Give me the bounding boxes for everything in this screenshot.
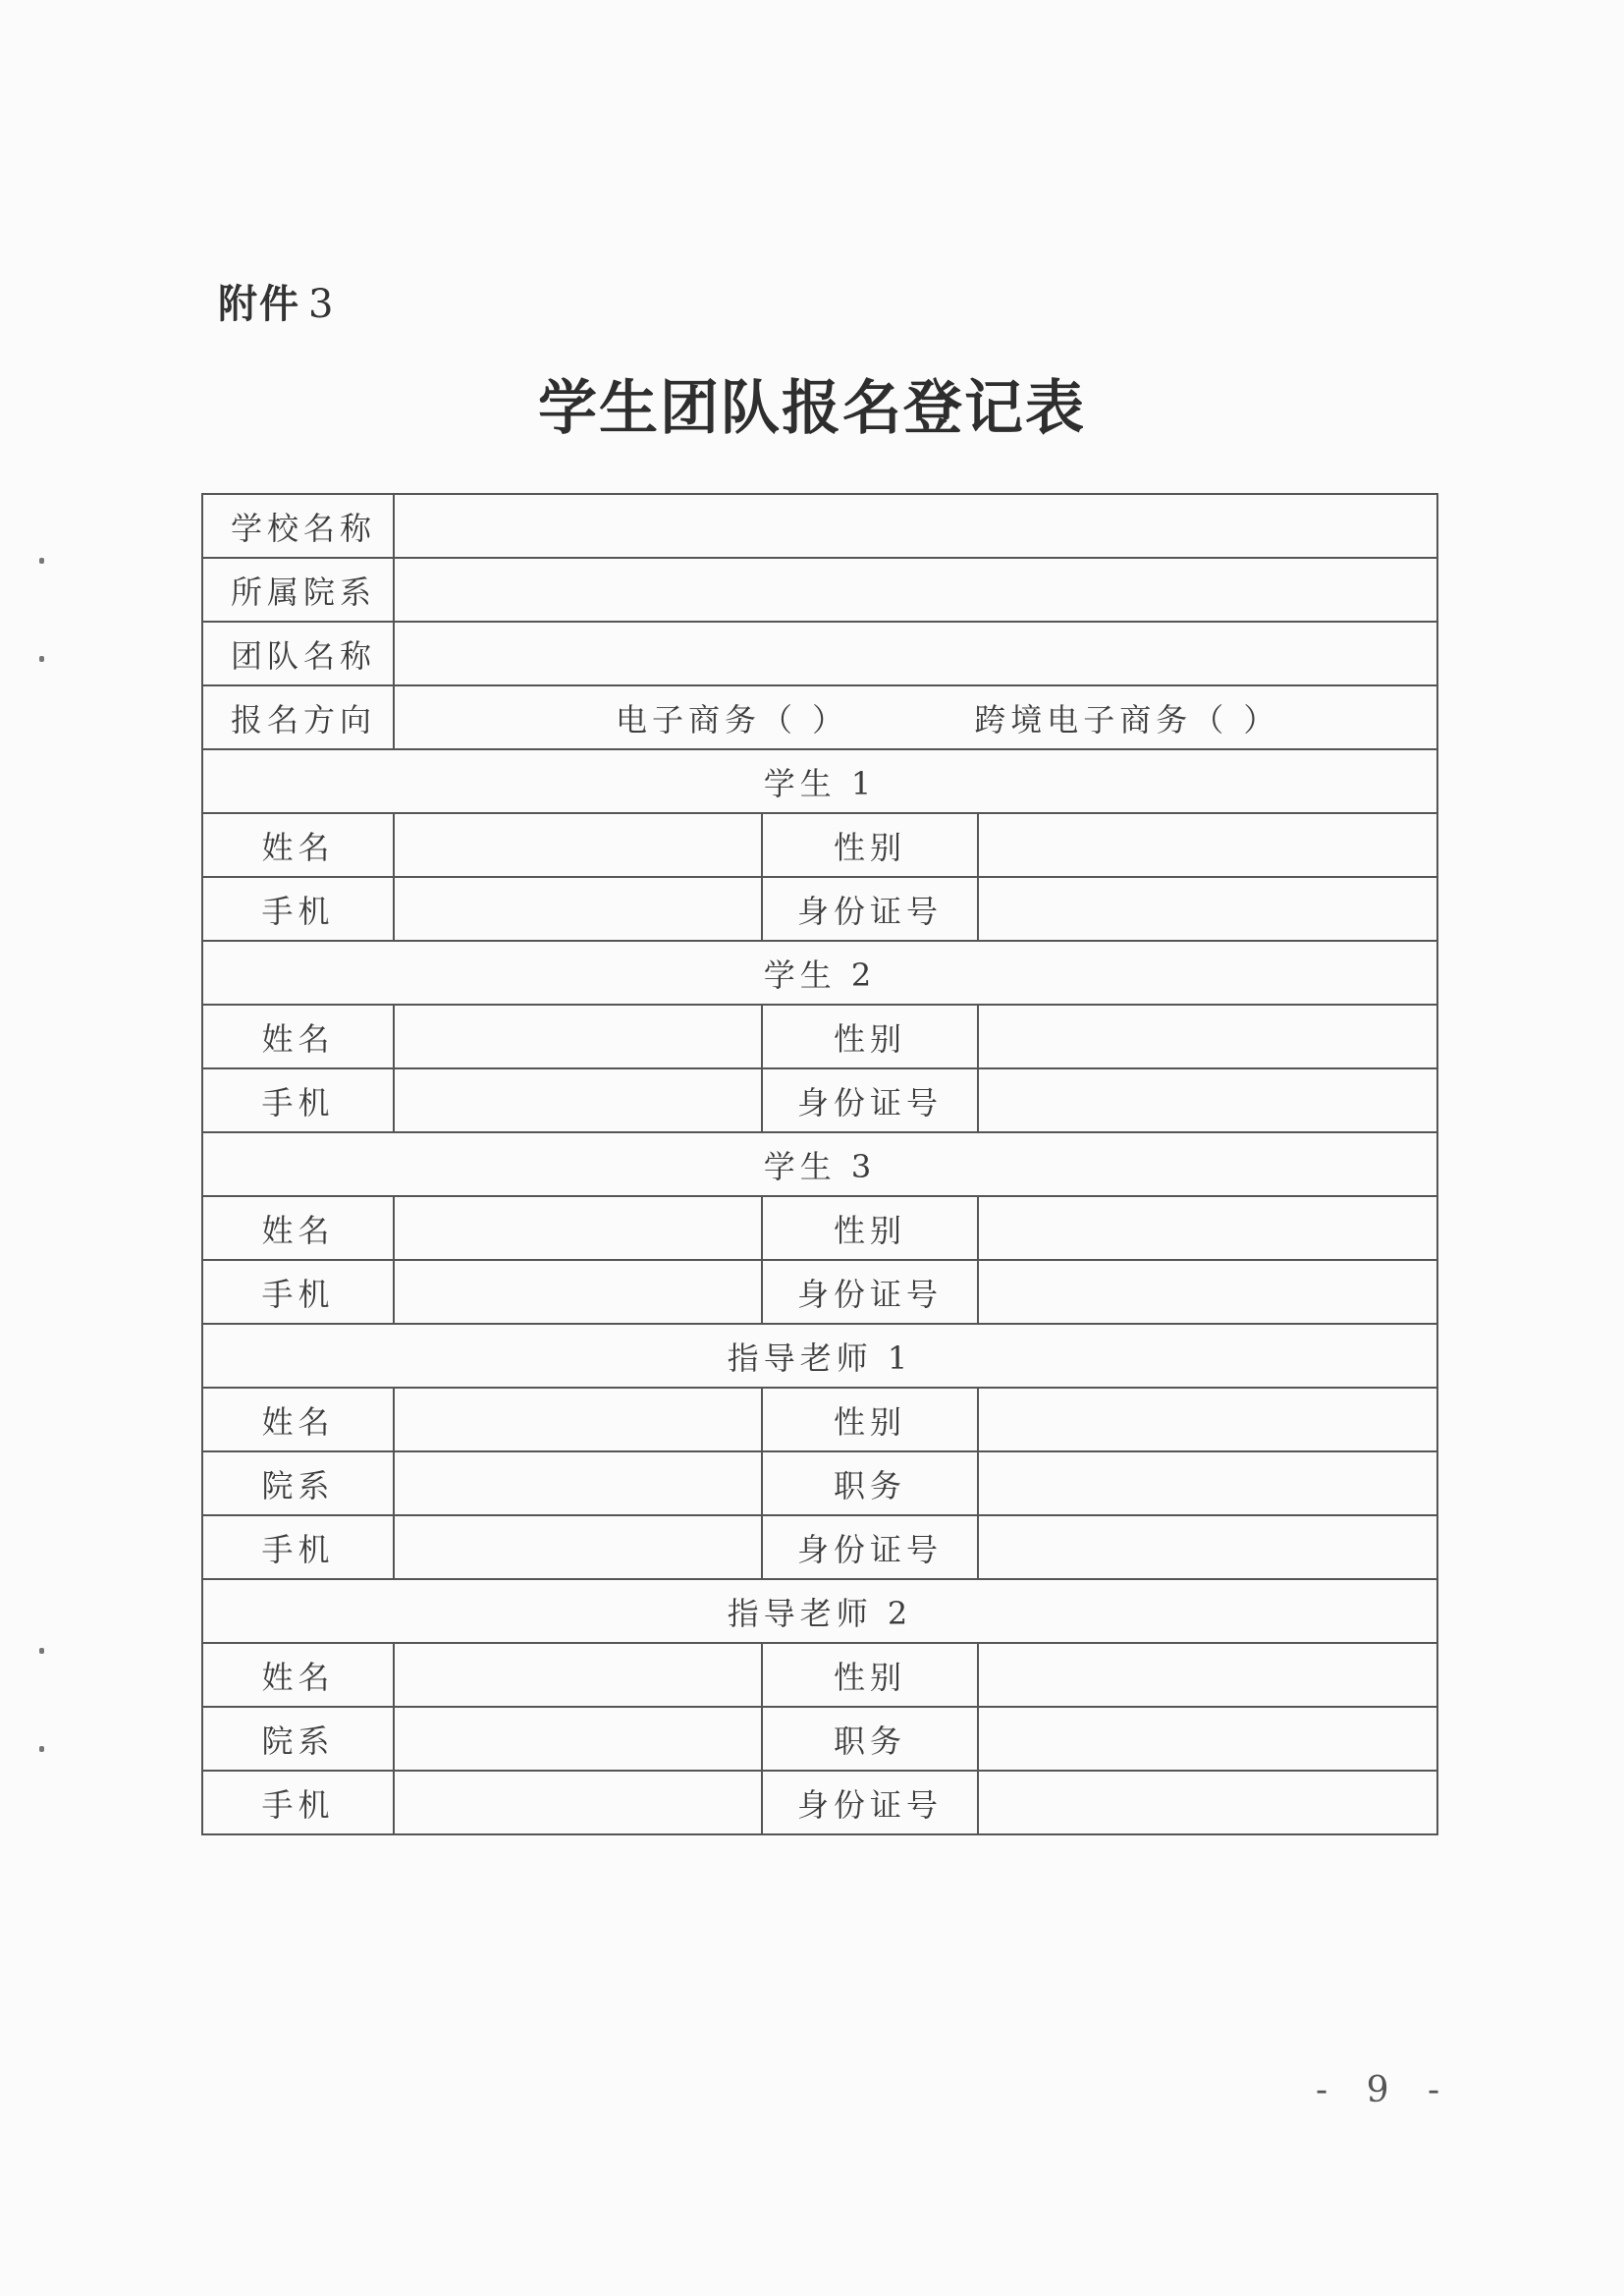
student-2-heading-row <box>202 941 1437 1005</box>
advisor-1-gender-label: 性别 <box>762 1388 978 1451</box>
student-2-id-field[interactable] <box>978 1068 1437 1132</box>
school-name-field[interactable] <box>394 494 1437 558</box>
scan-speck <box>39 1648 44 1654</box>
advisor-2-name-field[interactable] <box>394 1643 762 1707</box>
student-1-phone-row <box>202 877 1437 941</box>
student-1-gender-field[interactable] <box>978 813 1437 877</box>
department-field[interactable] <box>394 558 1437 622</box>
advisor-1-phone-field[interactable] <box>394 1515 762 1579</box>
direction-option-ecommerce[interactable]: 电子商务（ ） <box>616 700 849 738</box>
student-2-id-label: 身份证号 <box>762 1068 978 1132</box>
advisor-2-dept-row <box>202 1707 1437 1771</box>
direction-label: 报名方向 <box>202 685 394 749</box>
advisor-1-gender-field[interactable] <box>978 1388 1437 1451</box>
student-2-name-row <box>202 1005 1437 1068</box>
student-1-name-field[interactable] <box>394 813 762 877</box>
advisor-1-id-label: 身份证号 <box>762 1515 978 1579</box>
department-row <box>202 558 1437 622</box>
attachment-number: 3 <box>308 282 336 327</box>
advisor-2-name-row <box>202 1643 1437 1707</box>
student-1-id-field[interactable] <box>978 877 1437 941</box>
advisor-2-id-label: 身份证号 <box>762 1771 978 1834</box>
advisor-2-position-field[interactable] <box>978 1707 1437 1771</box>
student-1-phone-field[interactable] <box>394 877 762 941</box>
advisor-1-name-field[interactable] <box>394 1388 762 1451</box>
student-2-phone-field[interactable] <box>394 1068 762 1132</box>
advisor-1-phone-row <box>202 1515 1437 1579</box>
student-2-name-field[interactable] <box>394 1005 762 1068</box>
student-3-phone-label: 手机 <box>202 1260 394 1324</box>
student-3-name-label: 姓名 <box>202 1196 394 1260</box>
scan-speck <box>39 1746 44 1752</box>
advisor-2-id-field[interactable] <box>978 1771 1437 1834</box>
advisor-1-id-field[interactable] <box>978 1515 1437 1579</box>
advisor-2-position-label: 职务 <box>762 1707 978 1771</box>
attachment-text: 附件 <box>218 282 300 327</box>
advisor-1-dept-row <box>202 1451 1437 1515</box>
advisor-2-heading-row <box>202 1579 1437 1643</box>
student-1-name-row <box>202 813 1437 877</box>
student-2-phone-row <box>202 1068 1437 1132</box>
department-label: 所属院系 <box>202 558 394 622</box>
advisor-2-phone-label: 手机 <box>202 1771 394 1834</box>
student-1-id-label: 身份证号 <box>762 877 978 941</box>
scan-speck <box>39 558 44 564</box>
student-1-phone-label: 手机 <box>202 877 394 941</box>
student-3-name-field[interactable] <box>394 1196 762 1260</box>
student-3-phone-row <box>202 1260 1437 1324</box>
advisor-2-gender-field[interactable] <box>978 1643 1437 1707</box>
student-3-gender-field[interactable] <box>978 1196 1437 1260</box>
advisor-2-phone-row <box>202 1771 1437 1834</box>
advisor-1-dept-field[interactable] <box>394 1451 762 1515</box>
school-name-row <box>202 494 1437 558</box>
advisor-1-heading: 指导老师 1 <box>202 1324 1437 1388</box>
advisor-2-name-label: 姓名 <box>202 1643 394 1707</box>
page-number: - 9 - <box>1316 2070 1454 2110</box>
advisor-1-phone-label: 手机 <box>202 1515 394 1579</box>
student-3-heading: 学生 3 <box>202 1132 1437 1196</box>
student-1-gender-label: 性别 <box>762 813 978 877</box>
student-3-id-field[interactable] <box>978 1260 1437 1324</box>
advisor-1-heading-row <box>202 1324 1437 1388</box>
advisor-2-dept-field[interactable] <box>394 1707 762 1771</box>
student-2-phone-label: 手机 <box>202 1068 394 1132</box>
direction-row <box>202 685 1437 749</box>
registration-form-table <box>201 493 1438 1835</box>
advisor-2-phone-field[interactable] <box>394 1771 762 1834</box>
scan-speck <box>39 656 44 662</box>
direction-option-cross-border[interactable]: 跨境电子商务（ ） <box>974 700 1280 738</box>
team-name-row <box>202 622 1437 685</box>
student-3-phone-field[interactable] <box>394 1260 762 1324</box>
team-name-label: 团队名称 <box>202 622 394 685</box>
student-2-gender-label: 性别 <box>762 1005 978 1068</box>
attachment-label <box>218 273 335 329</box>
student-1-name-label: 姓名 <box>202 813 394 877</box>
advisor-1-position-label: 职务 <box>762 1451 978 1515</box>
advisor-1-name-label: 姓名 <box>202 1388 394 1451</box>
advisor-2-dept-label: 院系 <box>202 1707 394 1771</box>
student-3-id-label: 身份证号 <box>762 1260 978 1324</box>
team-name-field[interactable] <box>394 622 1437 685</box>
student-1-heading-row <box>202 749 1437 813</box>
school-name-label: 学校名称 <box>202 494 394 558</box>
student-2-name-label: 姓名 <box>202 1005 394 1068</box>
student-2-heading: 学生 2 <box>202 941 1437 1005</box>
student-3-gender-label: 性别 <box>762 1196 978 1260</box>
advisor-1-name-row <box>202 1388 1437 1451</box>
advisor-1-position-field[interactable] <box>978 1451 1437 1515</box>
student-1-heading: 学生 1 <box>202 749 1437 813</box>
student-3-heading-row <box>202 1132 1437 1196</box>
advisor-2-heading: 指导老师 2 <box>202 1579 1437 1643</box>
student-3-name-row <box>202 1196 1437 1260</box>
direction-options <box>394 685 1437 749</box>
advisor-2-gender-label: 性别 <box>762 1643 978 1707</box>
student-2-gender-field[interactable] <box>978 1005 1437 1068</box>
page-title: 学生团队报名登记表 <box>538 374 1086 443</box>
advisor-1-dept-label: 院系 <box>202 1451 394 1515</box>
